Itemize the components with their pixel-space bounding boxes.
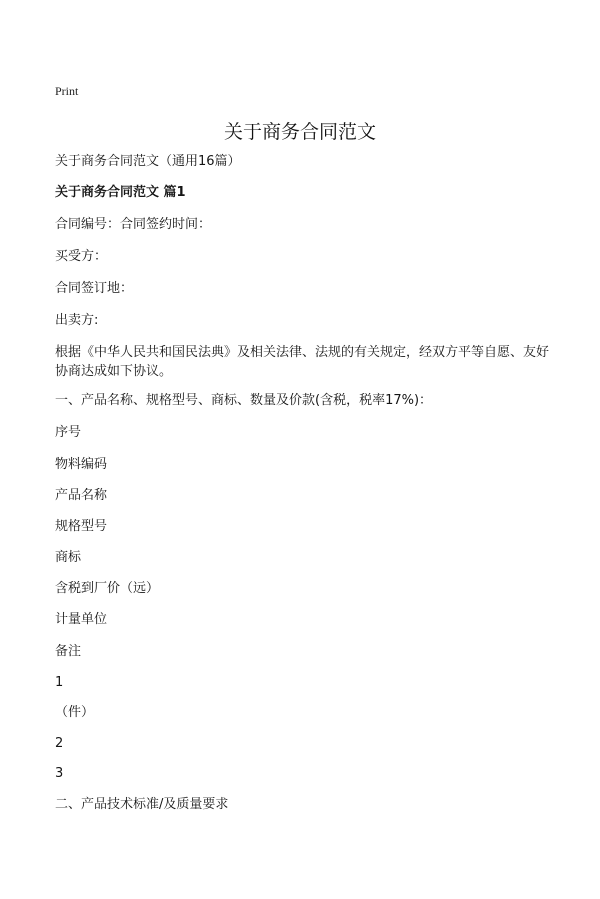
table-field-material-code: 物料编码: [55, 457, 108, 472]
clause-2-heading: 二、产品技术标准/及质量要求: [55, 797, 229, 812]
table-field-remarks: 备注: [55, 644, 82, 659]
table-row-3: 3: [55, 766, 64, 781]
intro-paragraph: 根据《中华人民共和国民法典》及相关法律、法规的有关规定，经双方平等自愿、友好协商达成如下协议。: [55, 345, 550, 379]
table-field-unit: 计量单位: [55, 612, 108, 627]
seller-line: 出卖方:: [55, 313, 99, 328]
signing-place-line: 合同签订地：: [55, 281, 134, 296]
document-title: 关于商务合同范文: [223, 121, 376, 143]
document-subtitle: 关于商务合同范文（通用16篇）: [55, 154, 241, 169]
section-heading: 关于商务合同范文 篇1: [55, 185, 186, 200]
table-field-serial: 序号: [55, 425, 82, 440]
table-field-trademark: 商标: [55, 550, 82, 565]
clause-1-heading: 一、产品名称、规格型号、商标、数量及价款(含税，税率17%)：: [55, 393, 433, 408]
table-unit-pieces: （件）: [55, 705, 95, 720]
table-row-1: 1: [55, 675, 64, 690]
table-field-model: 规格型号: [55, 519, 108, 534]
buyer-line: 买受方：: [55, 249, 108, 264]
table-field-price: 含税到厂价（远）: [55, 581, 160, 596]
table-row-2: 2: [55, 736, 64, 751]
contract-number-line: 合同编号：合同签约时间：: [55, 217, 212, 232]
print-label: Print: [55, 84, 79, 98]
table-field-product-name: 产品名称: [55, 488, 108, 503]
